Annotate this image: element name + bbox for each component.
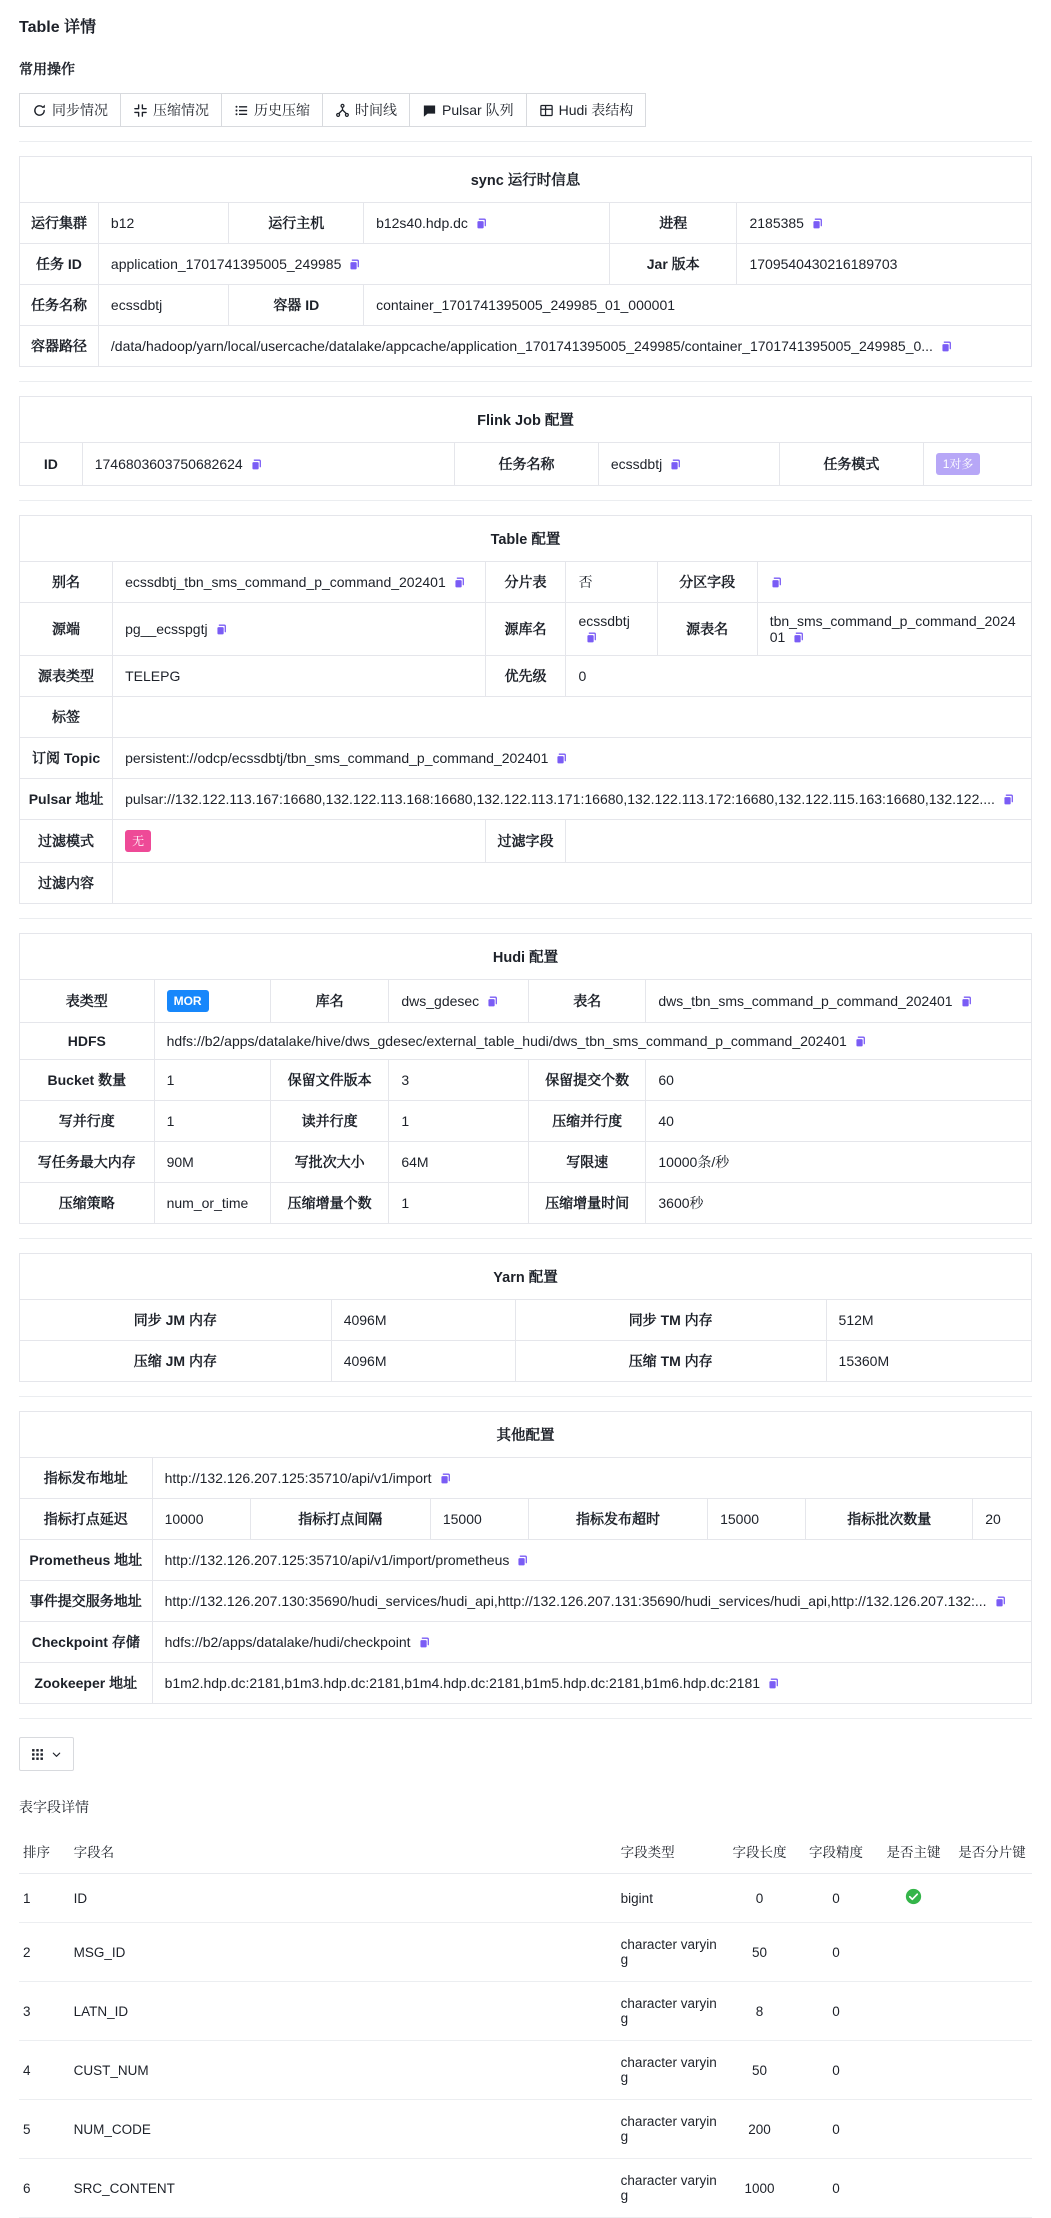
copy-icon[interactable] (439, 1472, 452, 1485)
label-event-submit-url: 事件提交服务地址 (20, 1581, 153, 1622)
col-shard: 是否分片键 (952, 1829, 1032, 1874)
refresh-icon (32, 103, 47, 118)
page-title: Table 详情 (19, 19, 97, 36)
table-row: 6 SRC_CONTENT character varying 1000 0 (19, 2159, 1032, 2218)
label-hudi-db: 库名 (270, 980, 388, 1023)
history-list-icon (234, 103, 249, 118)
label-container-path: 容器路径 (20, 326, 99, 367)
label-tags: 标签 (20, 697, 113, 738)
table-row: 1 ID bigint 0 0 (19, 1874, 1032, 1923)
value-compact-delta-num: 1 (389, 1183, 529, 1224)
value-priority: 0 (566, 656, 1032, 697)
label-prometheus-url: Prometheus 地址 (20, 1540, 153, 1581)
label-hdfs: HDFS (20, 1023, 155, 1060)
card-title: Hudi 配置 (20, 934, 1032, 980)
value-filter-mode (113, 820, 485, 863)
value-tags (113, 697, 1032, 738)
value-container-path: /data/hadoop/yarn/local/usercache/datalake/appcache/application_1701741395005_249985/container_1701741395005_249985_0... (98, 326, 1031, 367)
label-metric-batch: 指标批次数量 (806, 1499, 973, 1540)
value-write-rate-limit: 10000条/秒 (646, 1142, 1032, 1183)
field-details-heading: 表字段详情 (19, 1799, 89, 1815)
section-divider (19, 1238, 1032, 1239)
value-compact-jm-memory: 4096M (331, 1341, 515, 1382)
label-keep-commits: 保留提交个数 (529, 1060, 646, 1101)
label-keep-file-versions: 保留文件版本 (270, 1060, 388, 1101)
label-flink-id: ID (20, 443, 83, 486)
copy-icon[interactable] (1002, 793, 1015, 806)
label-source-type: 源表类型 (20, 656, 113, 697)
field-details-table (19, 1829, 1032, 2218)
label-source-table: 源表名 (657, 603, 757, 656)
section-divider (19, 918, 1032, 919)
value-run-cluster: b12 (98, 203, 229, 244)
sync-status-button[interactable]: 同步情况 (19, 93, 121, 127)
primary-key-cell (875, 1874, 952, 1923)
col-order: 排序 (19, 1829, 70, 1874)
card-title: sync 运行时信息 (20, 157, 1032, 203)
section-divider (19, 381, 1032, 382)
section-divider (19, 141, 1032, 142)
label-write-parallelism: 写并行度 (20, 1101, 155, 1142)
value-metric-timeout: 15000 (708, 1499, 806, 1540)
card-title: Table 配置 (20, 516, 1032, 562)
label-topic: 订阅 Topic (20, 738, 113, 779)
grid-dots-icon (31, 1748, 44, 1761)
value-flink-id: 1746803603750682624 (82, 443, 454, 486)
label-task-id: 任务 ID (20, 244, 99, 285)
value-pulsar-address: pulsar://132.122.113.167:16680,132.122.113.168:16680,132.122.113.171:16680,132.122.113.172:16680,132.122.115.163:16680,132.122.... (113, 779, 1032, 820)
label-run-cluster: 运行集群 (20, 203, 99, 244)
copy-icon[interactable] (792, 631, 805, 644)
col-primary: 是否主键 (875, 1829, 952, 1874)
value-write-batch-size: 64M (389, 1142, 529, 1183)
value-metric-delay: 10000 (152, 1499, 250, 1540)
pulsar-queue-button[interactable]: Pulsar 队列 (409, 93, 527, 127)
card-title: Yarn 配置 (20, 1254, 1032, 1300)
value-write-max-memory: 90M (154, 1142, 270, 1183)
card-title: 其他配置 (20, 1412, 1032, 1458)
value-topic: persistent://odcp/ecssdbtj/tbn_sms_command_p_command_202401 (113, 738, 1032, 779)
label-filter-content: 过滤内容 (20, 863, 113, 904)
label-alias: 别名 (20, 562, 113, 603)
label-metric-delay: 指标打点延迟 (20, 1499, 153, 1540)
copy-icon[interactable] (994, 1595, 1007, 1608)
col-name: 字段名 (70, 1829, 617, 1874)
value-compact-tm-memory: 15360M (826, 1341, 1031, 1382)
value-keep-commits: 60 (646, 1060, 1032, 1101)
label-compact-tm-memory: 压缩 TM 内存 (515, 1341, 826, 1382)
table-type-badge: MOR (167, 990, 209, 1012)
value-table-type (154, 980, 270, 1023)
value-source-db: ecssdbtj (566, 603, 657, 656)
value-event-submit-url: http://132.126.207.130:35690/hudi_services/hudi_api,http://132.126.207.131:35690/hudi_services/hudi_api,http://132.126.207.132:... (152, 1581, 1031, 1622)
copy-icon[interactable] (418, 1636, 431, 1649)
section-divider (19, 1718, 1032, 1719)
field-table-header (19, 1829, 1032, 1874)
table-row: 4 CUST_NUM character varying 50 0 (19, 2041, 1032, 2100)
value-hudi-table: dws_tbn_sms_command_p_command_202401 (646, 980, 1032, 1023)
label-metric-interval: 指标打点间隔 (250, 1499, 430, 1540)
value-compact-delta-time: 3600秒 (646, 1183, 1032, 1224)
copy-icon[interactable] (486, 995, 499, 1008)
table-grid-icon (539, 103, 554, 118)
copy-icon[interactable] (960, 995, 973, 1008)
other-config-card (19, 1411, 1032, 1704)
label-run-host: 运行主机 (229, 203, 364, 244)
label-source: 源端 (20, 603, 113, 656)
copy-icon[interactable] (585, 631, 598, 644)
copy-icon[interactable] (215, 623, 228, 636)
label-table-type: 表类型 (20, 980, 155, 1023)
label-bucket-count: Bucket 数量 (20, 1060, 155, 1101)
hudi-config-card (19, 933, 1032, 1224)
copy-icon[interactable] (854, 1035, 867, 1048)
copy-icon[interactable] (250, 458, 263, 471)
label-write-batch-size: 写批次大小 (270, 1142, 388, 1183)
value-metric-batch: 20 (973, 1499, 1032, 1540)
value-metric-interval: 15000 (430, 1499, 528, 1540)
value-sync-jm-memory: 4096M (331, 1300, 515, 1341)
label-metric-timeout: 指标发布超时 (529, 1499, 708, 1540)
label-checkpoint-storage: Checkpoint 存储 (20, 1622, 153, 1663)
value-metric-publish-url: http://132.126.207.125:35710/api/v1/import (152, 1458, 1031, 1499)
copy-icon[interactable] (811, 217, 824, 230)
label-task-mode: 任务模式 (779, 443, 923, 486)
filter-mode-badge: 无 (125, 830, 151, 852)
copy-icon[interactable] (770, 576, 783, 589)
table-row: 2 MSG_ID character varying 50 0 (19, 1923, 1032, 1982)
table-row: 5 NUM_CODE character varying 200 0 (19, 2100, 1032, 2159)
col-length: 字段长度 (722, 1829, 797, 1874)
label-compact-strategy: 压缩策略 (20, 1183, 155, 1224)
value-prometheus-url: http://132.126.207.125:35710/api/v1/import/prometheus (152, 1540, 1031, 1581)
value-compact-parallelism: 40 (646, 1101, 1032, 1142)
label-metric-publish-url: 指标发布地址 (20, 1458, 153, 1499)
copy-icon[interactable] (348, 258, 361, 271)
value-jar-version: 1709540430216189703 (737, 244, 1032, 285)
timeline-button[interactable]: 时间线 (322, 93, 410, 127)
check-circle-icon (905, 1888, 922, 1905)
value-source: pg__ecsspgtj (113, 603, 485, 656)
sync-runtime-card (19, 156, 1032, 367)
common-ops-heading: 常用操作 (19, 61, 75, 77)
value-sync-tm-memory: 512M (826, 1300, 1031, 1341)
label-sharded: 分片表 (485, 562, 566, 603)
label-partition-field: 分区字段 (657, 562, 757, 603)
chat-bubble-icon (422, 103, 437, 118)
label-compact-parallelism: 压缩并行度 (529, 1101, 646, 1142)
copy-icon[interactable] (453, 576, 466, 589)
label-sync-jm-memory: 同步 JM 内存 (20, 1300, 332, 1341)
value-read-parallelism: 1 (389, 1101, 529, 1142)
value-zookeeper-url: b1m2.hdp.dc:2181,b1m3.hdp.dc:2181,b1m4.hdp.dc:2181,b1m5.hdp.dc:2181,b1m6.hdp.dc:2181 (152, 1663, 1031, 1704)
label-sync-tm-memory: 同步 TM 内存 (515, 1300, 826, 1341)
label-jar-version: Jar 版本 (609, 244, 737, 285)
copy-icon[interactable] (475, 217, 488, 230)
label-flink-task-name: 任务名称 (455, 443, 599, 486)
value-checkpoint-storage: hdfs://b2/apps/datalake/hudi/checkpoint (152, 1622, 1031, 1663)
history-compression-button[interactable]: 历史压缩 (221, 93, 323, 127)
value-filter-content (113, 863, 1032, 904)
card-title: Flink Job 配置 (20, 397, 1032, 443)
label-compact-delta-time: 压缩增量时间 (529, 1183, 646, 1224)
label-filter-field: 过滤字段 (485, 820, 566, 863)
yarn-config-card (19, 1253, 1032, 1382)
flink-job-card (19, 396, 1032, 486)
table-config-card (19, 515, 1032, 904)
value-source-type: TELEPG (113, 656, 485, 697)
copy-icon[interactable] (555, 752, 568, 765)
value-source-table: tbn_sms_command_p_command_202401 (757, 603, 1031, 656)
value-filter-field (566, 820, 1032, 863)
value-alias: ecssdbtj_tbn_sms_command_p_command_202401 (113, 562, 485, 603)
label-task-name: 任务名称 (20, 285, 99, 326)
value-hudi-db: dws_gdesec (389, 980, 529, 1023)
value-write-parallelism: 1 (154, 1101, 270, 1142)
compress-icon (133, 103, 148, 118)
col-type: 字段类型 (617, 1829, 722, 1874)
chevron-down-icon (51, 1749, 62, 1760)
label-hudi-table: 表名 (529, 980, 646, 1023)
value-task-id: application_1701741395005_249985 (98, 244, 609, 285)
value-task-mode (923, 443, 1031, 486)
task-mode-badge: 1对多 (936, 453, 981, 475)
label-compact-delta-num: 压缩增量个数 (270, 1183, 388, 1224)
copy-icon[interactable] (940, 340, 953, 353)
column-settings-dropdown-button[interactable] (19, 1737, 74, 1771)
section-divider (19, 1396, 1032, 1397)
label-container-id: 容器 ID (229, 285, 364, 326)
label-compact-jm-memory: 压缩 JM 内存 (20, 1341, 332, 1382)
compression-status-button[interactable]: 压缩情况 (120, 93, 222, 127)
value-container-id: container_1701741395005_249985_01_000001 (364, 285, 1032, 326)
label-process: 进程 (609, 203, 737, 244)
value-run-host: b12s40.hdp.dc (364, 203, 610, 244)
common-ops-button-row (19, 93, 1032, 127)
label-write-rate-limit: 写限速 (529, 1142, 646, 1183)
value-partition-field (757, 562, 1031, 603)
label-pulsar-address: Pulsar 地址 (20, 779, 113, 820)
hudi-schema-button[interactable]: Hudi 表结构 (526, 93, 647, 127)
value-task-name: ecssdbtj (98, 285, 229, 326)
copy-icon[interactable] (516, 1554, 529, 1567)
value-keep-file-versions: 3 (389, 1060, 529, 1101)
section-divider (19, 500, 1032, 501)
label-priority: 优先级 (485, 656, 566, 697)
copy-icon[interactable] (669, 458, 682, 471)
label-source-db: 源库名 (485, 603, 566, 656)
label-zookeeper-url: Zookeeper 地址 (20, 1663, 153, 1704)
col-precision: 字段精度 (797, 1829, 875, 1874)
value-sharded: 否 (566, 562, 657, 603)
label-write-max-memory: 写任务最大内存 (20, 1142, 155, 1183)
value-process: 2185385 (737, 203, 1032, 244)
label-read-parallelism: 读并行度 (270, 1101, 388, 1142)
label-filter-mode: 过滤模式 (20, 820, 113, 863)
value-compact-strategy: num_or_time (154, 1183, 270, 1224)
timeline-icon (335, 103, 350, 118)
value-bucket-count: 1 (154, 1060, 270, 1101)
value-hdfs: hdfs://b2/apps/datalake/hive/dws_gdesec/external_table_hudi/dws_tbn_sms_command_p_command_202401 (154, 1023, 1031, 1060)
copy-icon[interactable] (767, 1677, 780, 1690)
value-flink-task-name: ecssdbtj (598, 443, 779, 486)
table-row: 3 LATN_ID character varying 8 0 (19, 1982, 1032, 2041)
